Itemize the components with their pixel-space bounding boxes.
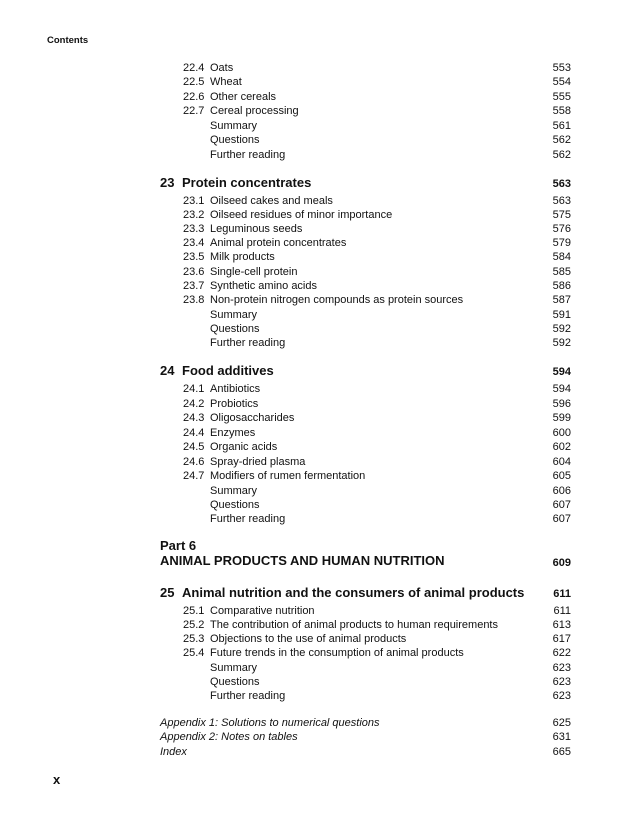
running-head: Contents: [47, 35, 89, 46]
section-title: Oilseed residues of minor importance: [210, 209, 393, 221]
section-number: 24.3: [183, 412, 205, 424]
toc-entry[interactable]: [0, 646, 638, 660]
page-number: 609: [552, 557, 571, 569]
page-number: 606: [552, 485, 571, 497]
section-title: Synthetic amino acids: [210, 280, 317, 292]
page-number: 592: [552, 337, 571, 349]
page-number: 558: [552, 105, 571, 117]
section-title: Antibiotics: [210, 383, 261, 395]
chapter-heading[interactable]: [0, 362, 638, 380]
page-number: 594: [552, 366, 571, 378]
section-title: Objections to the use of animal products: [210, 633, 407, 645]
section-title: Cereal processing: [210, 105, 299, 117]
page-number: 561: [552, 120, 571, 132]
section-number: 22.5: [183, 76, 205, 88]
section-title: Non-protein nitrogen compounds as protein sources: [210, 294, 464, 306]
page-number: 604: [552, 456, 571, 468]
section-title: Spray-dried plasma: [210, 456, 306, 468]
page-number: 623: [552, 676, 571, 688]
section-title: Summary: [210, 485, 258, 497]
toc-entry[interactable]: [0, 632, 638, 646]
toc-entry[interactable]: [0, 222, 638, 236]
page-number: 563: [552, 195, 571, 207]
chapter-number: 23: [160, 175, 175, 190]
section-title: Modifiers of rumen fermentation: [210, 470, 366, 482]
section-title: Summary: [210, 309, 258, 321]
page-number: 576: [552, 223, 571, 235]
section-title: Milk products: [210, 251, 275, 263]
toc-entry[interactable]: [0, 397, 638, 411]
section-number: 24.4: [183, 427, 205, 439]
section-number: 25.4: [183, 647, 205, 659]
section-title: Questions: [210, 676, 260, 688]
section-title: Questions: [210, 499, 260, 511]
toc-entry[interactable]: [0, 411, 638, 425]
section-number: 23.8: [183, 294, 205, 306]
page-number: 592: [552, 323, 571, 335]
toc-entry[interactable]: [0, 440, 638, 454]
section-number: 23.3: [183, 223, 205, 235]
toc-entry[interactable]: [0, 469, 638, 483]
toc-entry[interactable]: [0, 279, 638, 293]
toc-entry[interactable]: [0, 104, 638, 118]
page-number: 584: [552, 251, 571, 263]
section-title: Comparative nutrition: [210, 605, 315, 617]
section-number: 23.1: [183, 195, 205, 207]
section-number: 23.4: [183, 237, 205, 249]
appendix-entry[interactable]: [0, 716, 638, 730]
chapter-number: 25: [160, 585, 175, 600]
toc-entry[interactable]: [0, 675, 638, 689]
toc-entry[interactable]: [0, 498, 638, 512]
toc-entry[interactable]: [0, 455, 638, 469]
section-title: Oats: [210, 62, 234, 74]
section-title: Animal protein concentrates: [210, 237, 347, 249]
toc-entry[interactable]: [0, 618, 638, 632]
page-number: 605: [552, 470, 571, 482]
page-number: 617: [552, 633, 571, 645]
page-number: 622: [552, 647, 571, 659]
section-number: 23.2: [183, 209, 205, 221]
page-number: 562: [552, 149, 571, 161]
page-number: 586: [552, 280, 571, 292]
section-title: Probiotics: [210, 398, 259, 410]
page-number: 602: [552, 441, 571, 453]
page-number: 554: [552, 76, 571, 88]
page-number: 563: [552, 178, 571, 190]
page-number: 555: [552, 91, 571, 103]
section-number: 22.7: [183, 105, 205, 117]
page-number: 665: [552, 746, 571, 758]
page-number: 562: [552, 134, 571, 146]
folio-page-number: x: [53, 772, 61, 787]
section-title: Oligosaccharides: [210, 412, 295, 424]
page-number: 623: [552, 662, 571, 674]
index-title: Index: [160, 746, 187, 758]
chapter-heading[interactable]: [0, 584, 638, 602]
page-number: 594: [552, 383, 571, 395]
section-number: 22.4: [183, 62, 205, 74]
toc-entry[interactable]: [0, 382, 638, 396]
page-number: 600: [552, 427, 571, 439]
toc-entry[interactable]: [0, 336, 638, 350]
page-number: 599: [552, 412, 571, 424]
appendix-entry[interactable]: [0, 730, 638, 744]
section-title: Wheat: [210, 76, 242, 88]
section-number: 22.6: [183, 91, 205, 103]
section-title: Further reading: [210, 513, 286, 525]
section-title: Single-cell protein: [210, 266, 298, 278]
toc-entry[interactable]: [0, 119, 638, 133]
section-title: Organic acids: [210, 441, 278, 453]
page-number: 585: [552, 266, 571, 278]
page-number: 623: [552, 690, 571, 702]
section-number: 25.2: [183, 619, 205, 631]
section-title: Summary: [210, 120, 258, 132]
section-title: Further reading: [210, 337, 286, 349]
toc-entry[interactable]: [0, 426, 638, 440]
part-title: ANIMAL PRODUCTS AND HUMAN NUTRITION: [160, 553, 445, 568]
chapter-title: Animal nutrition and the consumers of animal products: [182, 585, 525, 600]
page-number: 611: [553, 588, 571, 600]
section-title: Oilseed cakes and meals: [210, 195, 333, 207]
toc-entry[interactable]: [0, 512, 638, 526]
section-number: 24.6: [183, 456, 205, 468]
chapter-heading[interactable]: [0, 174, 638, 192]
page-number: 631: [552, 731, 571, 743]
chapter-title: Protein concentrates: [182, 175, 312, 190]
section-title: Questions: [210, 134, 260, 146]
toc-entry[interactable]: [0, 661, 638, 675]
toc-entry[interactable]: [0, 208, 638, 222]
chapter-title: Food additives: [182, 363, 274, 378]
part-title-row: [0, 552, 638, 570]
section-number: 23.5: [183, 251, 205, 263]
page-number: 607: [552, 499, 571, 511]
toc-entry[interactable]: [0, 61, 638, 75]
toc-entry[interactable]: [0, 322, 638, 336]
section-title: Other cereals: [210, 91, 277, 103]
toc-entry[interactable]: [0, 75, 638, 89]
section-title: The contribution of animal products to human requirements: [210, 619, 498, 631]
section-number: 23.7: [183, 280, 205, 292]
section-number: 24.5: [183, 441, 205, 453]
toc-entry[interactable]: [0, 265, 638, 279]
page-number: 575: [552, 209, 571, 221]
page-number: 613: [552, 619, 571, 631]
section-number: 25.3: [183, 633, 205, 645]
page-number: 591: [552, 309, 571, 321]
section-title: Further reading: [210, 149, 286, 161]
index-entry[interactable]: [0, 745, 638, 759]
page-number: 625: [552, 717, 571, 729]
section-title: Enzymes: [210, 427, 256, 439]
section-number: 25.1: [183, 605, 205, 617]
section-title: Leguminous seeds: [210, 223, 303, 235]
toc-entry[interactable]: [0, 148, 638, 162]
chapter-number: 24: [160, 363, 175, 378]
page-number: 596: [552, 398, 571, 410]
section-title: Summary: [210, 662, 258, 674]
toc-entry[interactable]: [0, 90, 638, 104]
section-title: Further reading: [210, 690, 286, 702]
toc-entry[interactable]: [0, 308, 638, 322]
appendix-title: Appendix 1: Solutions to numerical questions: [160, 717, 380, 729]
page-number: 579: [552, 237, 571, 249]
page-number: 611: [553, 605, 571, 617]
toc-entry[interactable]: [0, 293, 638, 307]
toc-entry[interactable]: [0, 604, 638, 618]
section-number: 23.6: [183, 266, 205, 278]
section-number: 24.2: [183, 398, 205, 410]
section-title: Questions: [210, 323, 260, 335]
page-number: 553: [552, 62, 571, 74]
section-number: 24.1: [183, 383, 205, 395]
toc-entry[interactable]: [0, 236, 638, 250]
toc-entry[interactable]: [0, 250, 638, 264]
page-number: 587: [552, 294, 571, 306]
appendix-title: Appendix 2: Notes on tables: [160, 731, 298, 743]
toc-entry[interactable]: [0, 484, 638, 498]
page-number: 607: [552, 513, 571, 525]
toc-entry[interactable]: [0, 689, 638, 703]
toc-entry[interactable]: [0, 194, 638, 208]
section-number: 24.7: [183, 470, 205, 482]
part-label: Part 6: [160, 538, 197, 553]
section-title: Future trends in the consumption of animal products: [210, 647, 464, 659]
toc-entry[interactable]: [0, 133, 638, 147]
